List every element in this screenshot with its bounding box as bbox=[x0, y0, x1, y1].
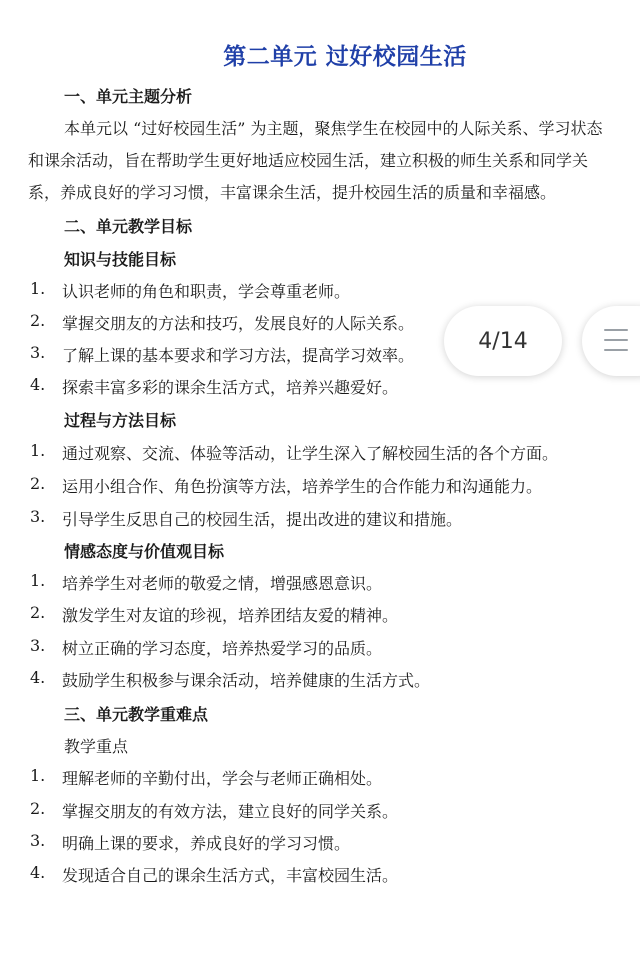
list-text: 掌握交朋友的方法和技巧，发展良好的人际关系。 bbox=[62, 314, 415, 333]
list-text: 探索丰富多彩的课余生活方式，培养兴趣爱好。 bbox=[62, 378, 399, 397]
list-text: 培养学生对老师的敬爱之情，增强感恩意识。 bbox=[62, 574, 383, 593]
list-number: 1. bbox=[30, 441, 46, 460]
list-text: 激发学生对友谊的珍视，培养团结友爱的精神。 bbox=[62, 606, 399, 625]
list-number: 3. bbox=[30, 636, 46, 655]
list-number: 2. bbox=[30, 799, 46, 818]
page-indicator[interactable]: 4/14 bbox=[444, 306, 562, 376]
list-number: 1. bbox=[30, 279, 46, 298]
list-number: 3. bbox=[30, 507, 46, 526]
subheading-teaching-focus: 教学重点 bbox=[64, 737, 129, 756]
hamburger-menu-icon bbox=[604, 329, 628, 351]
list-text: 明确上课的要求，养成良好的学习习惯。 bbox=[62, 834, 351, 853]
list-number: 2. bbox=[30, 311, 46, 330]
list-number: 4. bbox=[30, 863, 46, 882]
section-heading-goals: 二、单元教学目标 bbox=[64, 217, 193, 236]
section-heading-theme: 一、单元主题分析 bbox=[64, 87, 193, 106]
list-text: 引导学生反思自己的校园生活，提出改进的建议和措施。 bbox=[62, 510, 463, 529]
list-number: 4. bbox=[30, 375, 46, 394]
list-number: 4. bbox=[30, 668, 46, 687]
list-text: 通过观察、交流、体验等活动，让学生深入了解校园生活的各个方面。 bbox=[62, 444, 559, 463]
list-number: 3. bbox=[30, 343, 46, 362]
section-heading-key-points: 三、单元教学重难点 bbox=[64, 705, 209, 724]
list-text: 鼓励学生积极参与课余活动，培养健康的生活方式。 bbox=[62, 671, 431, 690]
list-text: 发现适合自己的课余生活方式，丰富校园生活。 bbox=[62, 866, 399, 885]
subheading-knowledge-goals: 知识与技能目标 bbox=[64, 250, 177, 269]
subheading-process-goals: 过程与方法目标 bbox=[64, 411, 177, 430]
list-number: 2. bbox=[30, 474, 46, 493]
list-text: 认识老师的角色和职责，学会尊重老师。 bbox=[62, 282, 351, 301]
list-text: 掌握交朋友的有效方法，建立良好的同学关系。 bbox=[62, 802, 399, 821]
list-number: 1. bbox=[30, 571, 46, 590]
document-title: 第二单元 过好校园生活 bbox=[223, 44, 467, 70]
list-text: 树立正确的学习态度，培养热爱学习的品质。 bbox=[62, 639, 383, 658]
list-text: 运用小组合作、角色扮演等方法，培养学生的合作能力和沟通能力。 bbox=[62, 477, 543, 496]
theme-paragraph: 本单元以 “过好校园生活” 为主题，聚焦学生在校园中的人际关系、学习状态和课余活动，旨在帮助学生更好地适应校园生活，建立积极的师生关系和同学关系，养成良好的学习习惯，丰富课余生活，提升校园生活的质量和幸福感。 bbox=[28, 119, 603, 202]
list-number: 3. bbox=[30, 831, 46, 850]
list-number: 1. bbox=[30, 766, 46, 785]
list-number: 2. bbox=[30, 603, 46, 622]
subheading-emotion-goals: 情感态度与价值观目标 bbox=[64, 542, 225, 561]
list-text: 了解上课的基本要求和学习方法，提高学习效率。 bbox=[62, 346, 415, 365]
list-text: 理解老师的辛勤付出，学会与老师正确相处。 bbox=[62, 769, 383, 788]
